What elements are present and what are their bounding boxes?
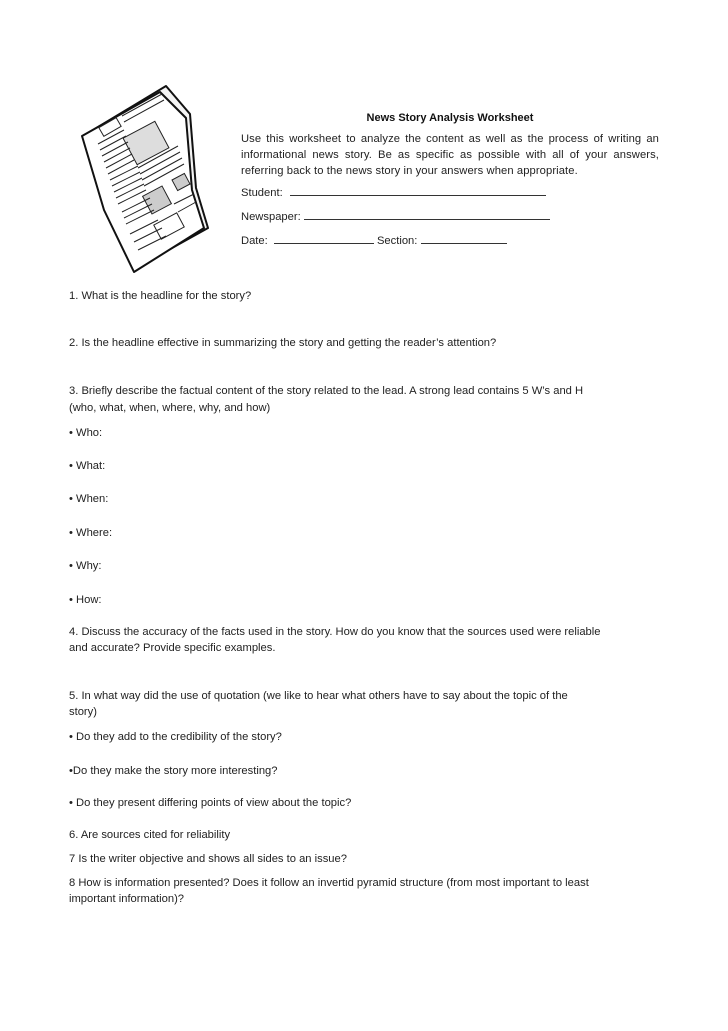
question-8-line-1: 8 How is information presented? Does it follow an invertid pyramid structure (from most important to least <box>69 877 589 889</box>
bullet-who: • Who: <box>69 427 103 439</box>
bullet-credibility: • Do they add to the credibility of the story? <box>69 731 282 743</box>
question-5-line-1: 5. In what way did the use of quotation (we like to hear what others have to say about the topic of the <box>69 690 568 702</box>
bullet-viewpoints: • Do they present differing points of view about the topic? <box>69 797 352 809</box>
newspaper-icon <box>78 78 240 274</box>
newspaper-label: Newspaper: <box>241 211 301 223</box>
section-blank[interactable] <box>421 233 507 244</box>
worksheet-intro: Use this worksheet to analyze the content as well as the process of writing an informational news story. Be as specific as possible with all of your answers, referring back to the news story in your answers when appropriate. <box>241 133 659 177</box>
question-1: 1. What is the headline for the story? <box>69 290 252 302</box>
question-3-line-1: 3. Briefly describe the factual content of the story related to the lead. A strong lead contains 5 W’s and H <box>69 385 584 397</box>
question-6: 6. Are sources cited for reliability <box>69 829 231 841</box>
question-7: 7 Is the writer objective and shows all sides to an issue? <box>69 853 347 865</box>
student-label: Student: <box>241 187 283 199</box>
question-8-line-2: important information)? <box>69 893 185 905</box>
question-4-line-2: and accurate? Provide specific examples. <box>69 642 276 654</box>
bullet-what: • What: <box>69 460 106 472</box>
worksheet-title: News Story Analysis Worksheet <box>366 112 534 124</box>
bullet-when: • When: <box>69 493 109 505</box>
worksheet-header <box>241 110 659 257</box>
bullet-interesting: •Do they make the story more interesting? <box>69 765 278 777</box>
bullet-why: • Why: <box>69 560 102 572</box>
newspaper-blank[interactable] <box>304 209 550 220</box>
bullet-where: • Where: <box>69 527 113 539</box>
question-5-line-2: story) <box>69 706 97 718</box>
question-2: 2. Is the headline effective in summarizing the story and getting the reader’s attention? <box>69 337 497 349</box>
date-label: Date: <box>241 235 268 247</box>
newspaper-field <box>241 209 659 225</box>
student-blank[interactable] <box>290 185 546 196</box>
question-3-line-2: (who, what, when, where, why, and how) <box>69 402 271 414</box>
student-field <box>241 185 659 201</box>
bullet-how: • How: <box>69 594 102 606</box>
question-4-line-1: 4. Discuss the accuracy of the facts used in the story. How do you know that the sources used were reliable <box>69 626 601 638</box>
section-label: Section: <box>376 235 418 247</box>
date-section-field <box>241 233 659 249</box>
date-blank[interactable] <box>274 233 374 244</box>
